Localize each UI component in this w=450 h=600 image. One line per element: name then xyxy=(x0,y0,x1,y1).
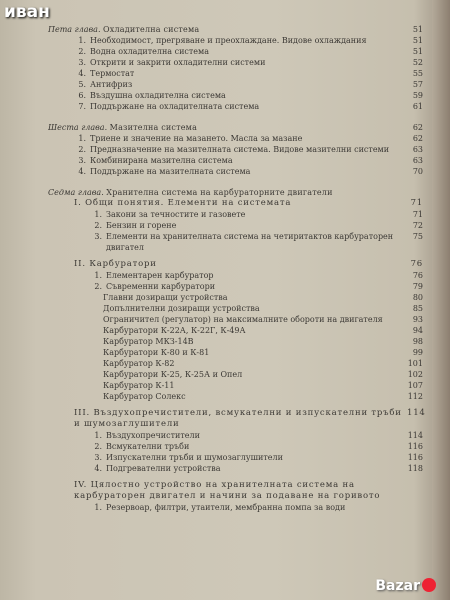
toc-entry xyxy=(48,270,423,281)
entry-page: 112 xyxy=(407,392,423,401)
entry-title: Закони за течностите и газовете xyxy=(106,210,246,219)
entry-title: Антифриз xyxy=(90,80,133,89)
section-page: 71 xyxy=(410,198,423,208)
entry-title: Резервоар, филтри, утаители, мембранна помпа за води xyxy=(106,503,346,512)
entry-title: Въздухопречистители xyxy=(106,431,200,440)
entry-page: 114 xyxy=(407,431,423,440)
entry-page: 72 xyxy=(412,221,423,230)
entry-number: 1. xyxy=(78,36,86,45)
entry-page: 51 xyxy=(412,47,423,56)
entry-title: Съвременни карбуратори xyxy=(106,282,216,291)
entry-title: Изпускателни тръби и шумозаглушители xyxy=(106,453,283,462)
watermark-logo xyxy=(375,578,436,594)
entry-number: 4. xyxy=(78,167,86,176)
entry-page: 76 xyxy=(412,271,423,280)
entry-page: 98 xyxy=(412,337,423,346)
entry-page: 61 xyxy=(412,102,423,111)
entry-title: Открити и закрити охладителни системи xyxy=(90,58,266,67)
entry-number: 1. xyxy=(94,431,102,440)
toc-subentry xyxy=(48,380,423,391)
chapter-title: Охладителна система xyxy=(103,25,200,34)
entry-page: 118 xyxy=(407,464,423,473)
chapter-page: 62 xyxy=(412,123,423,132)
section-page: 76 xyxy=(410,259,423,269)
entry-page: 71 xyxy=(412,210,423,219)
entry-title: Допълнителни дозиращи устройства xyxy=(103,304,260,313)
entry-number: 3. xyxy=(94,232,102,241)
entry-title: Поддържане на мазителната система xyxy=(90,167,251,176)
entry-number: 3. xyxy=(78,156,86,165)
toc-subentry xyxy=(48,391,423,402)
toc-entry xyxy=(48,231,423,253)
entry-title: Триене и значение на мазането. Масла за мазане xyxy=(90,134,303,143)
chapter-label: Шеста глава. xyxy=(48,123,108,132)
watermark-text: иван xyxy=(4,2,50,22)
entry-number: 7. xyxy=(78,102,86,111)
entry-page: 57 xyxy=(412,80,423,89)
toc-entry xyxy=(48,281,423,292)
toc-entry xyxy=(48,90,423,101)
entry-page: 75 xyxy=(412,232,423,241)
toc-entry xyxy=(48,57,423,68)
toc-entry xyxy=(48,430,423,441)
toc-subentry xyxy=(48,314,423,325)
entry-page xyxy=(407,502,423,513)
section-page: 114 xyxy=(407,408,426,418)
section-page xyxy=(407,480,423,502)
entry-page: 63 xyxy=(412,156,423,165)
entry-number: 4. xyxy=(94,464,102,473)
entry-title: Необходимост, прегряване и преохлаждане. Видове охлаждания xyxy=(90,36,367,45)
entry-number: 6. xyxy=(78,91,86,100)
section-title: III. Въздухопречистители, всмукателни и изпускателни тръби и шумозаглушители xyxy=(74,408,402,429)
chapter-heading xyxy=(48,187,423,198)
section-title: I. Общи понятия. Елементи на системата xyxy=(74,198,292,208)
entry-number: 2. xyxy=(78,47,86,56)
entry-title: Карбуратори К-22А, К-22Г, К-49А xyxy=(103,326,246,335)
entry-title: Карбуратор Солекс xyxy=(103,392,186,401)
toc-entry xyxy=(48,144,423,155)
entry-page: 85 xyxy=(412,304,423,313)
toc-entry xyxy=(48,101,423,112)
chapter-label: Седма глава. xyxy=(48,188,104,197)
toc-subentry xyxy=(48,303,423,314)
entry-title: Главни дозиращи устройства xyxy=(103,293,228,302)
entry-title: Карбуратори К-25, К-25А и Опел xyxy=(103,370,243,379)
entry-page: 116 xyxy=(407,453,423,462)
toc-entry xyxy=(48,46,423,57)
entry-title: Предназначение на мазителната система. Видове мазителни системи xyxy=(90,145,390,154)
toc-entry xyxy=(48,35,423,46)
entry-page: 102 xyxy=(407,370,423,379)
toc-subentry xyxy=(48,325,423,336)
entry-number: 3. xyxy=(94,453,102,462)
entry-title: Термостат xyxy=(90,69,135,78)
section-heading xyxy=(48,480,423,502)
entry-title: Бензин и горене xyxy=(106,221,177,230)
entry-number: 4. xyxy=(78,69,86,78)
entry-number: 5. xyxy=(78,80,86,89)
chapter-7 xyxy=(48,187,426,513)
toc-subentry xyxy=(48,336,423,347)
entry-title: Водна охладителна система xyxy=(90,47,210,56)
toc-subentry xyxy=(48,292,423,303)
toc-entry xyxy=(48,220,423,231)
section-heading xyxy=(48,259,423,270)
chapter-title: Мазителна система xyxy=(109,123,198,132)
entry-title: Поддържане на охладителната система xyxy=(90,102,260,111)
entry-number: 2. xyxy=(78,145,86,154)
chapter-label: Пета глава. xyxy=(48,25,101,34)
entry-number: 2. xyxy=(94,282,102,291)
toc-entry xyxy=(48,166,423,177)
entry-title: Въздушна охладителна система xyxy=(90,91,226,100)
entry-number: 1. xyxy=(94,271,102,280)
chapter-page: 51 xyxy=(412,25,423,34)
entry-title: Ограничител (регулатор) на максималните обороти на двигателя xyxy=(103,315,383,324)
entry-title: Всмукателни тръби xyxy=(106,442,190,451)
entry-number: 3. xyxy=(78,58,86,67)
section-heading xyxy=(48,408,426,430)
chapter-5 xyxy=(48,24,423,112)
entry-page: 52 xyxy=(412,58,423,67)
toc-subentry xyxy=(48,347,423,358)
entry-page: 101 xyxy=(407,359,423,368)
watermark-logo-text: Bazar xyxy=(375,578,420,594)
toc-entry xyxy=(48,79,423,90)
entry-title: Комбинирана мазителна система xyxy=(90,156,233,165)
toc-entry xyxy=(48,68,423,79)
toc-entry xyxy=(48,441,423,452)
toc-entry xyxy=(48,463,423,474)
page-edge xyxy=(432,0,450,600)
entry-title: Карбуратор МКЗ-14В xyxy=(103,337,194,346)
chapter-title: Хранителна система на карбураторните двигатели xyxy=(106,188,333,197)
entry-page: 80 xyxy=(412,293,423,302)
entry-page: 62 xyxy=(412,134,423,143)
toc-entry xyxy=(48,452,423,463)
entry-page: 79 xyxy=(412,282,423,291)
section-heading xyxy=(48,198,423,209)
entry-page: 107 xyxy=(407,381,423,390)
toc-subentry xyxy=(48,369,423,380)
toc-entry xyxy=(48,209,423,220)
section-title: IV. Цялостно устройство на хранителната система на карбураторен двигател и начини за подаване на горивото xyxy=(74,480,381,501)
chapter-6 xyxy=(48,122,423,177)
entry-page: 51 xyxy=(412,36,423,45)
entry-title: Карбуратори К-80 и К-81 xyxy=(103,348,210,357)
entry-number: 1. xyxy=(94,503,102,512)
entry-number: 2. xyxy=(94,442,102,451)
entry-page: 116 xyxy=(407,442,423,451)
entry-title: Карбуратор К-11 xyxy=(103,381,175,390)
entry-title: Елементи на хранителната система на четиритактов карбураторен двигател xyxy=(106,232,394,252)
entry-page: 70 xyxy=(412,167,423,176)
entry-number: 2. xyxy=(94,221,102,230)
entry-title: Подгревателни устройства xyxy=(106,464,221,473)
bazar-logo-icon xyxy=(422,578,436,592)
toc-subentry xyxy=(48,358,423,369)
entry-page: 59 xyxy=(412,91,423,100)
entry-page: 55 xyxy=(412,69,423,78)
section-title: II. Карбуратори xyxy=(74,259,157,269)
entry-page: 99 xyxy=(412,348,423,357)
toc-entry xyxy=(48,133,423,144)
table-of-contents xyxy=(48,24,426,513)
entry-title: Елементарен карбуратор xyxy=(106,271,214,280)
entry-page: 94 xyxy=(412,326,423,335)
entry-title: Карбуратор К-82 xyxy=(103,359,175,368)
chapter-heading xyxy=(48,24,423,35)
entry-page: 63 xyxy=(412,145,423,154)
toc-entry xyxy=(48,155,423,166)
entry-page: 93 xyxy=(412,315,423,324)
chapter-heading xyxy=(48,122,423,133)
entry-number: 1. xyxy=(94,210,102,219)
toc-entry xyxy=(48,502,423,513)
chapter-page xyxy=(407,187,423,198)
entry-number: 1. xyxy=(78,134,86,143)
